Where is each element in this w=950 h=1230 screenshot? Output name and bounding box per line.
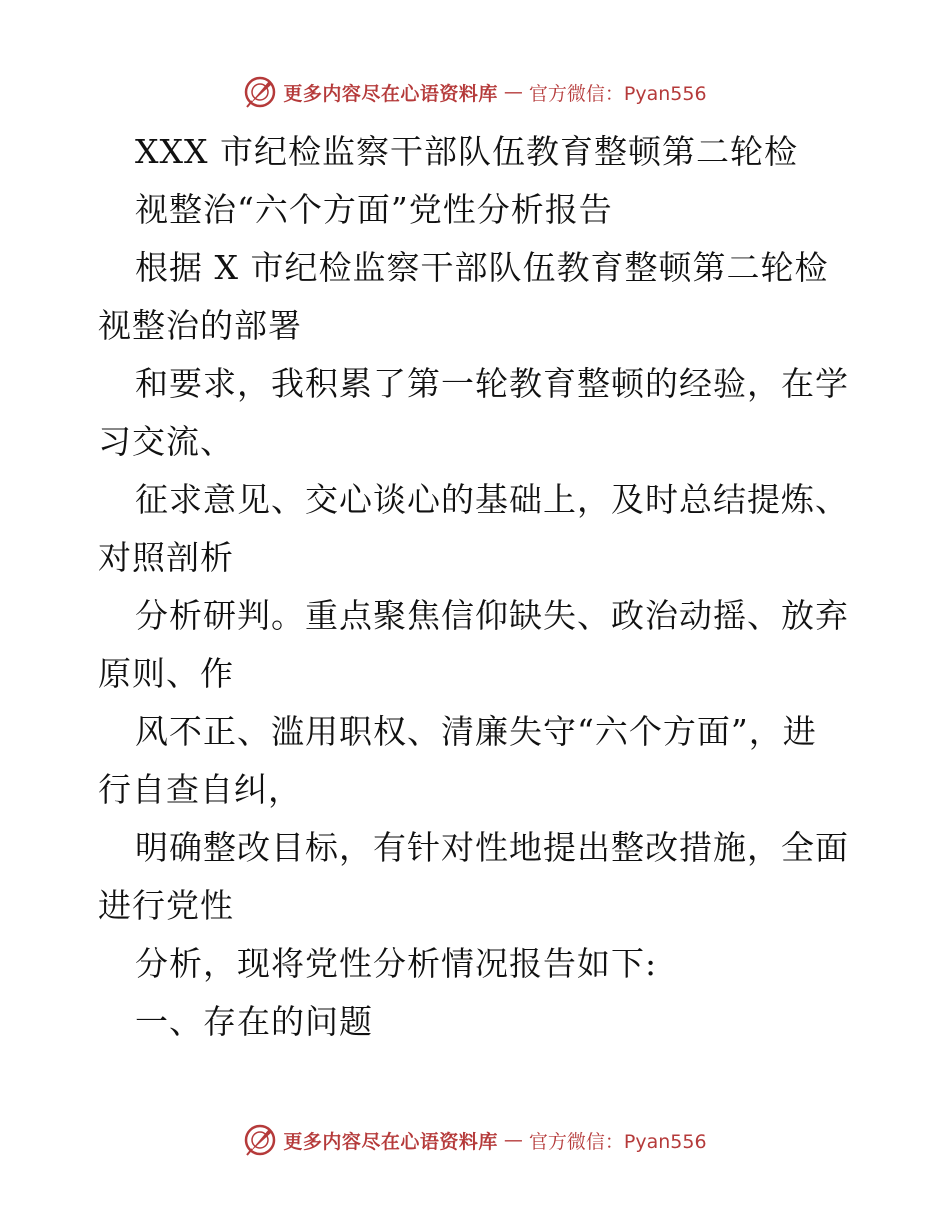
paragraph-line: 和要求，我积累了第一轮教育整顿的经验，在学 xyxy=(135,364,849,403)
paragraph-line: 分析研判。重点聚焦信仰缺失、政治动摇、放弃 xyxy=(135,596,849,635)
paragraph-line: 分析，现将党性分析情况报告如下: xyxy=(135,944,658,983)
document-body xyxy=(98,123,858,1051)
watermark-separator: — xyxy=(503,81,523,103)
paragraph-line: 原则、作 xyxy=(98,654,234,693)
paragraph-line: 进行党性 xyxy=(98,886,234,925)
paragraph-line: 明确整改目标，有针对性地提出整改措施，全面 xyxy=(135,828,849,867)
watermark-text: 更多内容尽在心语资料库 xyxy=(283,1130,498,1153)
paragraph-line: 征求意见、交心谈心的基础上，及时总结提炼、 xyxy=(135,480,849,519)
footer-watermark xyxy=(0,1120,950,1160)
header-watermark xyxy=(0,72,950,112)
paragraph-line: 对照剖析 xyxy=(98,538,234,577)
title-line-1: XXX 市纪检监察干部队伍教育整顿第二轮检 xyxy=(135,132,798,171)
paragraph-line: 视整治的部署 xyxy=(98,306,302,345)
section-heading: 一、存在的问题 xyxy=(135,1002,373,1041)
quill-logo-icon xyxy=(243,75,277,109)
paragraph-line: 根据 X 市纪检监察干部队伍教育整顿第二轮检 xyxy=(135,248,829,287)
paragraph-line: 风不正、滥用职权、清廉失守“六个方面”，进 xyxy=(135,712,817,751)
title-line-2: 视整治“六个方面”党性分析报告 xyxy=(135,190,613,229)
watermark-contact: 官方微信：Pyan556 xyxy=(528,1130,707,1153)
quill-logo-icon xyxy=(243,1123,277,1157)
paragraph-line: 行自查自纠， xyxy=(98,770,302,809)
watermark-separator: — xyxy=(503,1129,523,1151)
watermark-contact: 官方微信：Pyan556 xyxy=(528,82,707,105)
watermark-text: 更多内容尽在心语资料库 xyxy=(283,82,498,105)
paragraph-line: 习交流、 xyxy=(98,422,234,461)
